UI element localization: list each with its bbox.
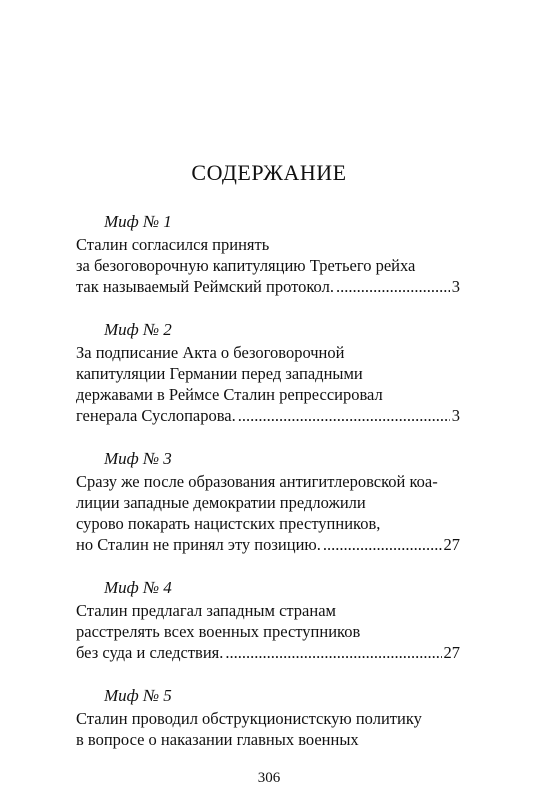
entry-line: сурово покарать нацистских преступников, [76, 514, 381, 533]
entry-last-line [76, 642, 460, 663]
entry-line: без суда и следствия. [76, 643, 224, 662]
contents-entry-2 [76, 318, 460, 426]
entry-heading: Миф № 2 [104, 320, 172, 339]
entry-line: генерала Суслопарова. [76, 406, 236, 425]
entry-line: но Сталин не принял эту позицию. [76, 535, 321, 554]
contents-entry-4 [76, 576, 460, 663]
entry-line: так называемый Реймский протокол. [76, 277, 334, 296]
contents-list [76, 210, 460, 771]
entry-last-line [76, 405, 460, 426]
entry-line: державами в Реймсе Сталин репрессировал [76, 385, 383, 404]
dot-leader [323, 534, 442, 555]
entry-page-number: 27 [443, 535, 460, 554]
entry-heading: Миф № 3 [104, 449, 172, 468]
entry-page-number: 3 [451, 277, 460, 296]
entry-line: лиции западные демократии предложили [76, 493, 366, 512]
entry-line: Сталин предлагал западным странам [76, 601, 336, 620]
page-title: СОДЕРЖАНИЕ [191, 160, 347, 185]
entry-last-line [76, 534, 460, 555]
dot-leader [225, 642, 441, 663]
entry-heading: Миф № 1 [104, 212, 172, 231]
contents-entry-1 [76, 210, 460, 297]
entry-line: расстрелять всех военных преступников [76, 622, 361, 641]
dot-leader [238, 405, 450, 426]
entry-line: за безоговорочную капитуляцию Третьего рейха [76, 256, 416, 275]
entry-line: Сталин согласился принять [76, 235, 270, 254]
entry-line: Сталин проводил обструкционистскую политику [76, 709, 422, 728]
contents-entry-5 [76, 684, 460, 750]
entry-heading: Миф № 5 [104, 686, 172, 705]
entry-line: Сразу же после образования антигитлеровской коа- [76, 472, 438, 491]
entry-heading: Миф № 4 [104, 578, 172, 597]
entry-line: в вопросе о наказании главных военных [76, 730, 359, 749]
entry-page-number: 3 [451, 406, 460, 425]
entry-page-number: 27 [443, 643, 460, 662]
dot-leader [336, 276, 450, 297]
contents-entry-3 [76, 447, 460, 555]
entry-line: За подписание Акта о безоговорочной [76, 343, 345, 362]
page-number: 306 [257, 770, 281, 786]
entry-last-line [76, 276, 460, 297]
entry-line: капитуляции Германии перед западными [76, 364, 363, 383]
